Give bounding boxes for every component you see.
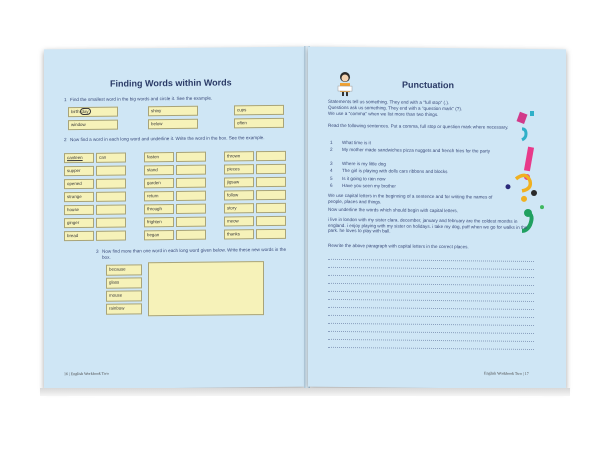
- punctuation-instruction: Read the following sentences. Put a comma, full stop or question mark where necessary.: [328, 122, 509, 130]
- q3-number: 3: [96, 248, 99, 254]
- q2-answer-box[interactable]: [176, 191, 206, 201]
- writing-line[interactable]: [328, 339, 534, 342]
- girl-reading-icon: [334, 69, 356, 97]
- paragraph-text: i live in london with my sister clara. december, january and february are the coldest months in england. i enjoy playing with my sister on holidays. i take my dog, puff when we go for walks in the park. he loves to play with ball.: [328, 216, 528, 234]
- q2-answer-box[interactable]: [176, 152, 206, 162]
- q2-answer-box[interactable]: [96, 218, 126, 228]
- sentence-text: Have you seen my brother: [342, 183, 396, 189]
- q1-number: 1: [64, 97, 67, 103]
- writing-line[interactable]: [328, 323, 534, 326]
- q2-word: thrown: [224, 151, 254, 161]
- sentence-number: 2: [330, 146, 333, 152]
- underline-instruction: Now underline the words which should begin with capital letters.: [328, 206, 458, 214]
- q2-answer-box[interactable]: [176, 217, 206, 227]
- writing-line[interactable]: [328, 267, 534, 270]
- q1-instruction: Find the smallest word in the big words and circle it. See the example.: [70, 95, 213, 103]
- open-workbook: [40, 40, 570, 398]
- q1-word-box: shiny: [148, 106, 198, 117]
- left-page-footer: 16 | English Workbook Two: [64, 370, 109, 377]
- q3-instruction: Now find more than one word in each long word given below. Write these new words in the box.: [102, 246, 287, 260]
- q2-answer-box[interactable]: [256, 151, 286, 161]
- q1-word-box: below: [148, 119, 198, 130]
- q1-example-circled: day: [81, 108, 89, 114]
- sentence-number: 3: [330, 160, 333, 166]
- q2-word: strange: [64, 192, 94, 202]
- sentence-text: My mother made sandwiches pizza nuggets and french fries for the party: [342, 147, 491, 154]
- q3-word: rainbow: [106, 303, 142, 314]
- q2-answer-box[interactable]: [96, 192, 126, 202]
- q2-answer-box[interactable]: [96, 166, 126, 176]
- q3-word: mouse: [106, 290, 142, 301]
- q2-word: bread: [64, 231, 94, 241]
- q2-answer-box[interactable]: [96, 231, 126, 241]
- q2-word: opened: [64, 179, 94, 189]
- writing-line[interactable]: [328, 299, 534, 302]
- q1-example-box: [68, 107, 118, 118]
- q1-word-box: cups: [234, 105, 284, 116]
- q2-answer-box[interactable]: [256, 190, 286, 200]
- intro-line: Statements tell us something. They end with a "full stop" (.).: [328, 98, 450, 106]
- q2-instruction: Now find a word in each long word and underline it. Write the word in the box. See the example.: [70, 135, 265, 143]
- q2-answer-box[interactable]: [176, 230, 206, 240]
- q1-example-word: birth: [71, 108, 80, 115]
- q2-example-word: canteen: [64, 153, 94, 163]
- q2-answer-box[interactable]: [176, 178, 206, 188]
- q2-answer-box[interactable]: [256, 164, 286, 174]
- q2-word: through: [144, 204, 174, 214]
- writing-line[interactable]: [328, 315, 534, 318]
- q2-word: stand: [144, 165, 174, 175]
- q2-word: ginger: [64, 218, 94, 228]
- writing-line[interactable]: [328, 259, 534, 262]
- q2-word: house: [64, 205, 94, 215]
- q2-number: 2: [64, 137, 67, 143]
- right-page-title: Punctuation: [402, 79, 454, 91]
- writing-line[interactable]: [328, 283, 534, 286]
- sentence-text: What time is it: [342, 140, 371, 146]
- q1-word-box: window: [68, 120, 118, 131]
- q3-word: glass: [106, 277, 142, 288]
- capitals-note: We use capital letters in the beginning of a sentence and for writing the names of people, places and things.: [328, 192, 493, 205]
- intro-line: Questions ask us something. They end with a "question mark" (?).: [328, 104, 463, 112]
- q2-answer-box[interactable]: [256, 216, 286, 226]
- rewrite-instruction: Rewrite the above paragraph with capital letters in the correct places.: [328, 242, 469, 250]
- q3-answer-box[interactable]: [148, 261, 264, 316]
- left-page-title: Finding Words within Words: [110, 77, 232, 89]
- q2-answer-box[interactable]: [176, 204, 206, 214]
- page-edges: [40, 388, 570, 396]
- writing-line[interactable]: [328, 307, 534, 310]
- sentence-number: 5: [330, 175, 333, 181]
- q2-word: supper: [64, 166, 94, 176]
- writing-line[interactable]: [328, 331, 534, 334]
- right-page: [308, 47, 566, 390]
- q2-word: garden: [144, 178, 174, 188]
- q2-word: thanks: [224, 229, 254, 239]
- left-page: [44, 47, 306, 390]
- sentence-text: Is it going to rain now: [342, 176, 386, 182]
- q2-example-answer: can: [96, 153, 126, 163]
- writing-line[interactable]: [328, 347, 534, 350]
- sentence-number: 4: [330, 167, 333, 173]
- writing-line[interactable]: [328, 275, 534, 278]
- q2-answer-box[interactable]: [256, 229, 286, 239]
- q2-answer-box[interactable]: [176, 165, 206, 175]
- q2-word: jigsaw: [224, 177, 254, 187]
- intro-line: We use a "comma" when we list more than two things.: [328, 110, 439, 118]
- sentence-number: 6: [330, 182, 333, 188]
- q2-word: story: [224, 203, 254, 213]
- q2-word: return: [144, 191, 174, 201]
- q3-word: because: [106, 264, 142, 275]
- q2-word: frighten: [144, 217, 174, 227]
- q2-word: meow: [224, 216, 254, 226]
- q2-answer-box[interactable]: [256, 177, 286, 187]
- sentence-text: The girl is playing with dolls cars ribbons and blocks: [342, 168, 448, 175]
- sentence-number: 1: [330, 139, 333, 145]
- writing-line[interactable]: [328, 291, 534, 294]
- q2-word: began: [144, 230, 174, 240]
- sentence-text: Where is my little dog: [342, 161, 386, 167]
- q2-answer-box[interactable]: [96, 205, 126, 215]
- q2-word: follow: [224, 190, 254, 200]
- q2-word: fasten: [144, 152, 174, 162]
- q2-answer-box[interactable]: [256, 203, 286, 213]
- q2-word: pieces: [224, 164, 254, 174]
- punctuation-marks-icon: [498, 109, 548, 260]
- right-page-footer: English Workbook Two | 17: [484, 370, 529, 376]
- q2-answer-box[interactable]: [96, 179, 126, 189]
- q1-word-box: often: [234, 118, 284, 129]
